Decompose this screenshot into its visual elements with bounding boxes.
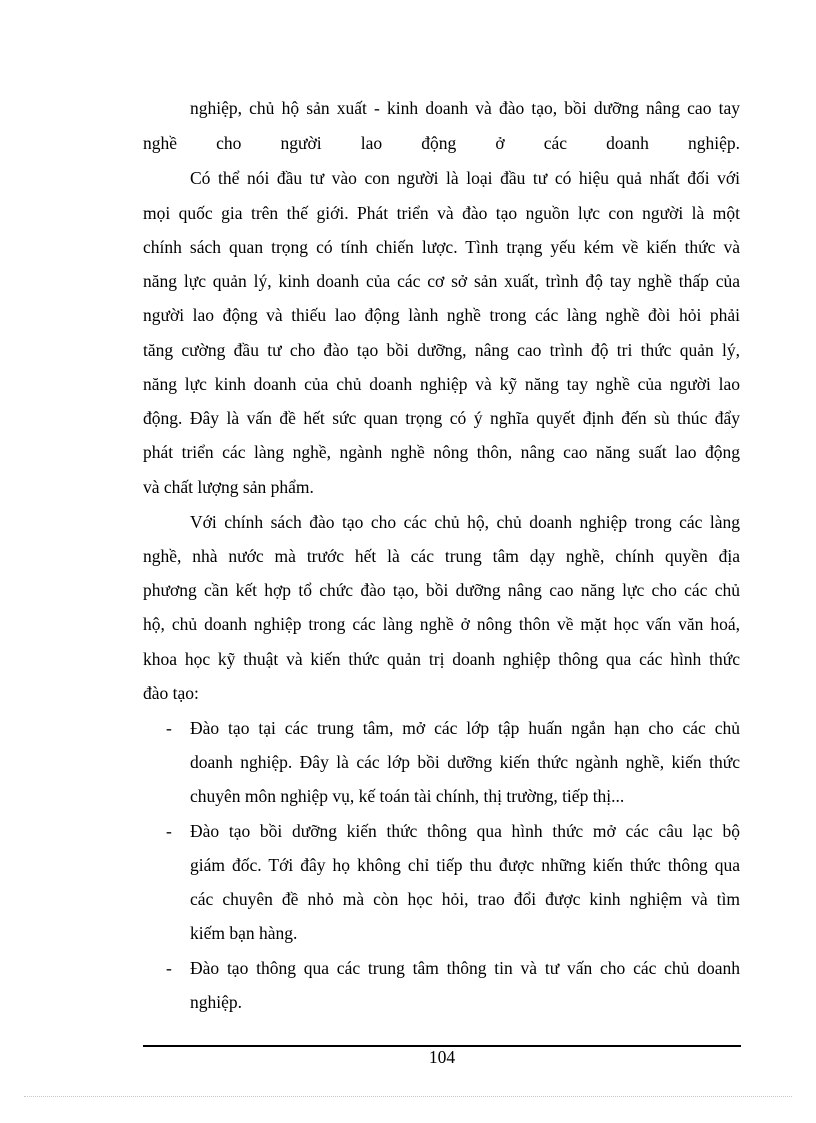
bullet-line: kiếm bạn hàng. (190, 923, 298, 943)
text-line: nghề, nhà nước mà trước hết là các trung tâm dạy nghề, chính quyền địa (143, 546, 740, 566)
text-line: khoa học kỹ thuật và kiến thức quản trị doanh nghiệp thông qua các hình thức (143, 649, 740, 669)
bullet-dash: - (166, 958, 172, 978)
text-line: năng lực kinh doanh của chủ doanh nghiệp và kỹ năng tay nghề của người lao (143, 374, 740, 394)
page-number: 104 (428, 1047, 456, 1067)
text-line: đào tạo: (143, 683, 199, 703)
text-line: nghiệp, chủ hộ sản xuất - kinh doanh và đào tạo, bồi dưỡng nâng cao tay (190, 98, 740, 118)
bullet-line: chuyên môn nghiệp vụ, kế toán tài chính, thị trường, tiếp thị... (190, 786, 625, 806)
bullet-line: Đào tạo bồi dưỡng kiến thức thông qua hình thức mở các câu lạc bộ (190, 821, 740, 841)
text-line: tăng cường đầu tư cho đào tạo bồi dưỡng, nâng cao trình độ tri thức quản lý, (143, 340, 740, 360)
text-line: mọi quốc gia trên thế giới. Phát triển và đào tạo nguồn lực con người là một (143, 203, 740, 223)
bullet-line: Đào tạo tại các trung tâm, mở các lớp tập huấn ngắn hạn cho các chủ (190, 718, 740, 738)
text-line: động. Đây là vấn đề hết sức quan trọng có ý nghĩa quyết định đến sù thúc đẩy (143, 408, 740, 428)
text-line: và chất lượng sản phẩm. (143, 477, 314, 497)
bullet-dash: - (166, 821, 172, 841)
text-line: người lao động và thiếu lao động lành nghề trong các làng nghề đòi hỏi phải (143, 305, 740, 325)
bullet-line: doanh nghiệp. Đây là các lớp bồi dưỡng kiến thức ngành nghề, kiến thức (190, 752, 740, 772)
bullet-dash: - (166, 718, 172, 738)
bullet-line: các chuyên đề nhỏ mà còn học hỏi, trao đổi được kinh nghiệm và tìm (190, 889, 740, 909)
text-line: năng lực quản lý, kinh doanh của các cơ sở sản xuất, trình độ tay nghề thấp của (143, 271, 740, 291)
bullet-line: nghiệp. (190, 992, 243, 1012)
text-line: phương cần kết hợp tổ chức đào tạo, bồi dưỡng nâng cao năng lực cho các chủ (143, 580, 740, 600)
text-line: phát triển các làng nghề, ngành nghề nông thôn, nâng cao năng suất lao động (143, 442, 740, 462)
text-line: nghề cho người lao động ở các doanh nghiệp. (143, 133, 740, 153)
text-line: chính sách quan trọng có tính chiến lược. Tình trạng yếu kém về kiến thức và (143, 237, 740, 257)
page-edge-divider (24, 1096, 792, 1097)
text-line: hộ, chủ doanh nghiệp trong các làng nghề ở nông thôn về mặt học vấn văn hoá, (143, 614, 740, 634)
bullet-line: giám đốc. Tới đây họ không chỉ tiếp thu được những kiến thức thông qua (190, 855, 740, 875)
text-line: Với chính sách đào tạo cho các chủ hộ, chủ doanh nghiệp trong các làng (190, 512, 740, 532)
bullet-line: Đào tạo thông qua các trung tâm thông tin và tư vấn cho các chủ doanh (190, 958, 740, 978)
text-line: Có thể nói đầu tư vào con người là loại đầu tư có hiệu quả nhất đối với (190, 168, 740, 188)
